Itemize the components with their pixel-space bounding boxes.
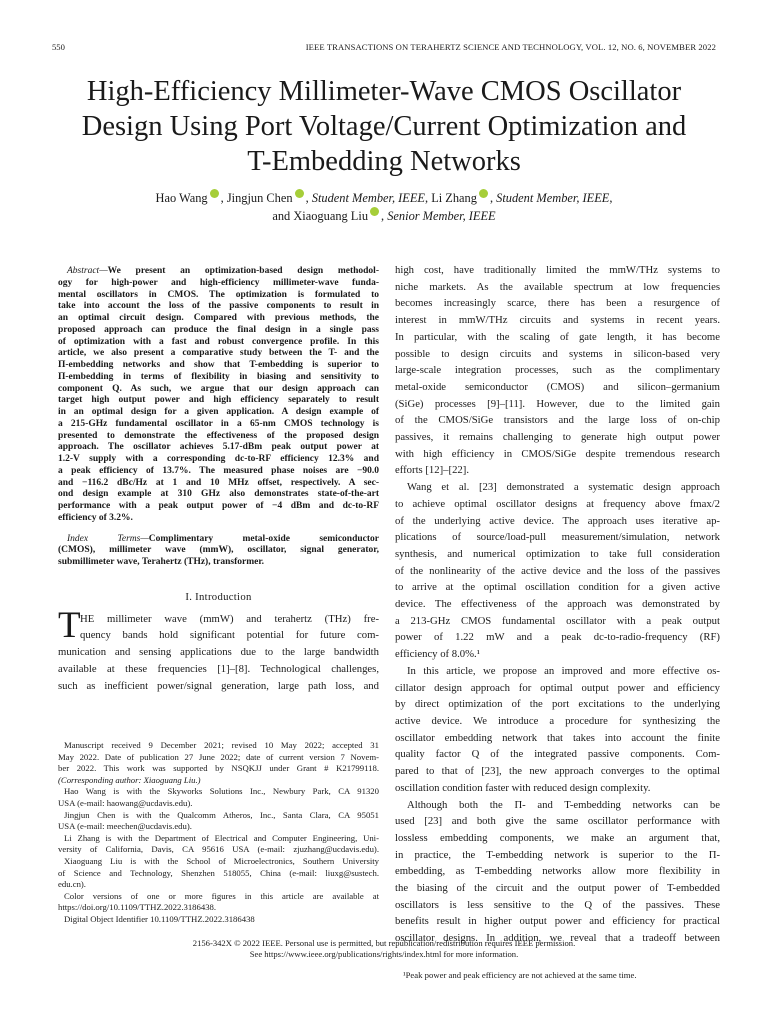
footnote-line: edu.cn). [58, 879, 86, 890]
intro-line: available at these frequencies [1]–[8]. Technological challenges, [58, 662, 379, 675]
abstract-line: component Q. As such, we argue that our design approach can [58, 383, 379, 394]
author-role: Student Member, IEEE [496, 191, 610, 205]
body-line: niche markets. As the available spectrum at low frequencies [395, 280, 720, 293]
author-role: Student Member, IEEE [311, 191, 425, 205]
footnote-line: Manuscript received 9 December 2021; revised 10 May 2022; accepted 31 [64, 740, 379, 750]
abstract-line: performance with a peak output power of −4 dBm and dc-to-RF [58, 501, 379, 511]
footnote-line: versity of California, Davis, CA 95616 USA (e-mail: zjuzhang@ucdavis.edu). [58, 844, 379, 855]
author-name: and Xiaoguang Liu [272, 209, 369, 223]
footnote-line: Color versions of one or more figures in this article are available at [64, 890, 379, 901]
index-terms [58, 534, 379, 569]
body-line: efforts [12]–[22]. [395, 464, 469, 477]
copyright-line: 2156-342X © 2022 IEEE. Personal use is permitted, but republication/redistribution requires IEEE permission. [192, 938, 576, 948]
running-header [52, 42, 716, 56]
body-line: a 213-GHz CMOS fundamental oscillator with a peak output [395, 614, 720, 627]
body-line: device. The effectiveness of the approach was demonstrated by [395, 598, 720, 611]
body-line: used [23] and both give the same oscillator performance with [395, 815, 720, 828]
body-line: possible to design circuits and systems in silicon-based very [395, 347, 720, 360]
abstract-line: Π-embedding in terms of flexibility in biasing and sensitivity to [58, 371, 379, 382]
abstract-line: proposed approach can produce the final design in a single pass [58, 324, 379, 335]
index-terms-line: (CMOS), millimeter wave (mmW), oscillator, signal generator, [58, 545, 379, 556]
page-number: 550 [52, 42, 65, 52]
title-line: Design Using Port Voltage/Current Optimization and [81, 111, 687, 142]
index-terms-line: Complimentary metal-oxide semiconductor [148, 533, 379, 544]
body-line: active device. We introduce a procedure for synthesizing the [395, 714, 720, 727]
body-line: lossless embedding components, we make an argument that, [395, 831, 720, 844]
orcid-icon[interactable] [479, 189, 488, 198]
body-line: pared to that of [23], the new approach converges to the optimal [395, 765, 720, 778]
body-line: synthesis, and numerical optimization to take full consideration [395, 547, 720, 560]
body-line: by direct optimization of the port excitations to the underlying [395, 698, 720, 711]
abstract-line: a peak efficiency of 13.7%. The measured phase noises are −90.0 [58, 465, 379, 476]
body-line: large-scale integration processes, such as the complimentary [395, 364, 720, 377]
paragraph [395, 797, 720, 947]
body-line: oscillation condition faster with reduced design complexity. [395, 781, 651, 794]
body-line: passives, it remains challenging to generate high output power [395, 431, 720, 444]
body-line: efficiency of 8.0%.¹ [395, 648, 480, 661]
footnote-right: ¹Peak power and peak efficiency are not achieved at the same time. [403, 970, 637, 980]
abstract-line: We present an optimization-based design methodol- [107, 266, 379, 276]
abstract-line: presented to demonstrate the effectiveness of the proposed design [58, 430, 379, 441]
paper-title [40, 74, 728, 179]
body-line: oscillators is less sensitive to the Q of the passives. These [395, 898, 720, 911]
abstract-line: efficiency of 3.2%. [58, 512, 133, 523]
footnote-line: of Science and Technology, Shenzhen 518055, China (e-mail: liuxg@sustech. [58, 867, 379, 878]
abstract-line: an optimal circuit design. Compared with previous methods, the [58, 313, 379, 323]
title-line: High-Efficiency Millimeter-Wave CMOS Oscillator [86, 76, 682, 107]
intro-paragraph [58, 604, 379, 695]
abstract-line: a 215-GHz fundamental oscillator in a 65-nm CMOS technology is [58, 418, 379, 429]
footnote-line: Hao Wang is with the Skyworks Solutions Inc., Newbury Park, CA 91320 [64, 786, 379, 797]
footnote-line: Xiaoguang Liu is with the School of Microelectronics, Southern University [64, 855, 379, 866]
body-line: benefits result in higher output power and efficiency for practical [395, 915, 720, 928]
abstract-line: and −116.2 dBc/Hz at 1 and 10 MHz offset, respectively. A sec- [58, 477, 379, 488]
body-line: with high efficiency in CMOS/SiGe despite tremendous research [395, 447, 720, 460]
body-line: cillator design approach for optimal output power and efficiency [395, 681, 720, 694]
body-line: quality factor Q of the integrated passive components. Com- [395, 748, 720, 761]
author-name: Hao Wang [155, 191, 208, 205]
abstract-line: ogy for high-power and high-efficiency millimeter-wave funda- [58, 277, 379, 288]
author-name: Jingjun Chen [226, 191, 293, 205]
body-line: plications of source/load-pull measurement/simulation, network [395, 531, 720, 544]
abstract-label: Abstract— [67, 266, 108, 276]
orcid-icon[interactable] [210, 189, 219, 198]
body-line: Although both the Π- and T-embedding networks can be [407, 798, 720, 811]
footnote-line: ber 2022. This work was supported by NSQKJJ under Grant # K21799118. [58, 763, 379, 774]
right-column [395, 262, 720, 947]
index-terms-line: submillimeter wave, Terahertz (THz), transformer. [58, 557, 265, 567]
paragraph [395, 262, 720, 479]
footnote-line: Li Zhang is with the Department of Electrical and Computer Engineering, Uni- [64, 832, 379, 843]
footnote-line: Digital Object Identifier 10.1109/TTHZ.2022.3186438 [64, 913, 255, 924]
body-line: the biasing of the circuit and the output power of T-embedded [395, 882, 720, 895]
footnote-line: USA (e-mail: meechen@ucdavis.edu). [58, 821, 192, 832]
intro-line: munication and sensing applications due to the large bandwidth [58, 646, 379, 659]
footnotes-left [58, 740, 379, 926]
abstract-line: Π-embedding networks and show that T-embedding is superior to [58, 360, 379, 370]
abstract-line: ond design example at 310 GHz also demonstrates state-of-the-art [58, 489, 379, 500]
abstract-line: in an optimal design for a given application. A design example of [58, 407, 379, 417]
body-line: interest in mmW/THz circuits and systems in recent years. [395, 314, 720, 327]
section-heading: I. Introduction [185, 590, 252, 603]
rights-link[interactable]: See https://www.ieee.org/publications/rights/index.html for more information. [249, 949, 519, 959]
orcid-icon[interactable] [370, 207, 379, 216]
title-line: T-Embedding Networks [247, 146, 521, 177]
left-column [58, 266, 379, 694]
abstract-line: take into account the loss of the passive components to result in [58, 301, 379, 312]
intro-line: quency bands hold significant potential for future com- [80, 629, 379, 642]
body-line: oscillator designs. In addition, we reveal that a tradeoff between [395, 932, 720, 945]
author-name: Li Zhang [431, 191, 477, 205]
body-line: to arrive at the optimal oscillation condition for a given active [395, 581, 720, 594]
body-line: In particular, with the scaling of gate length, it has become [395, 330, 720, 343]
body-line: power of 1.22 mW and a peak dc-to-radio-frequency (RF) [395, 631, 720, 644]
copyright-notice [60, 938, 708, 960]
body-line: in practice, the T-embedding network is superior to the Π- [395, 848, 720, 861]
abstract-line: target high output power and high efficiency separately to result [58, 395, 379, 406]
body-line: (SiGe) processes [9]–[11]. However, due to the limited gain [395, 397, 720, 410]
body-line: to achieve optimal oscillator designs at frequency above fmax/2 [395, 497, 720, 510]
abstract [58, 266, 379, 525]
footnote-line: USA (e-mail: haowang@ucdavis.edu). [58, 797, 193, 808]
paragraph [395, 479, 720, 663]
abstract-line: mental oscillators in CMOS. The optimization is formulated to [58, 289, 379, 300]
footnote-line: Jingjun Chen is with the Qualcomm Atheros, Inc., Santa Clara, CA 95051 [64, 809, 379, 820]
abstract-line: 1.2-V supply with a corresponding dc-to-RF efficiency 12.3% and [58, 454, 379, 464]
body-line: Wang et al. [23] demonstrated a systematic design approach [407, 481, 720, 494]
author-role: Senior Member, IEEE [387, 209, 496, 223]
abstract-line: of optimization with a fast and robust convergence profile. In this [58, 336, 379, 347]
body-line: oscillator embedding network that takes into account the finite [395, 731, 720, 744]
paragraph [395, 663, 720, 797]
body-line: of the CMOS/SiGe transistors and the large loss of on-chip [395, 414, 720, 427]
drop-cap: T [58, 604, 81, 646]
abstract-line: approach. The oscillator achieves 5.17-dBm peak output power at [58, 442, 379, 453]
author-list: Hao Wang , Jingjun Chen , Student Member, IEEE, Li Zhang , Student Member, IEEE, and Xiaoguang Liu , Senior Member, IEEE [155, 191, 613, 223]
body-line: metal-oxide semiconductor (CMOS) and silicon–germanium [395, 380, 720, 393]
abstract-line: article, we also present a comparative study between the T- and the [58, 348, 379, 359]
intro-line: HE millimeter wave (mmW) and terahertz (THz) fre- [80, 612, 379, 625]
body-line: becomes increasingly scarce, there has been a resurgence of [395, 297, 720, 310]
footnote-line: (Corresponding author: Xiaoguang Liu.) [58, 774, 201, 785]
body-line: In this article, we propose an improved and more effective os- [407, 664, 720, 677]
body-line: of the nonlinearity of the active device and the loss of the passives [395, 564, 720, 577]
intro-line: such as inefficient power/signal generation, large path loss, and [58, 679, 379, 692]
doi-link[interactable]: https://doi.org/10.1109/TTHZ.2022.3186438. [58, 902, 217, 913]
journal-name: IEEE TRANSACTIONS ON TERAHERTZ SCIENCE AND TECHNOLOGY, VOL. 12, NO. 6, NOVEMBER 2022 [305, 42, 716, 52]
body-line: of the underlying active device. The approach uses iterative ap- [395, 514, 720, 527]
body-line: embedding, as T-embedding networks allow more flexibility in [395, 865, 720, 878]
footnote-line: May 2022. Date of publication 27 June 2022; date of current version 7 Novem- [58, 751, 379, 762]
index-terms-label: Index Terms— [67, 533, 149, 544]
orcid-icon[interactable] [295, 189, 304, 198]
body-line: high cost, have traditionally limited the mmW/THz systems to [395, 264, 720, 276]
